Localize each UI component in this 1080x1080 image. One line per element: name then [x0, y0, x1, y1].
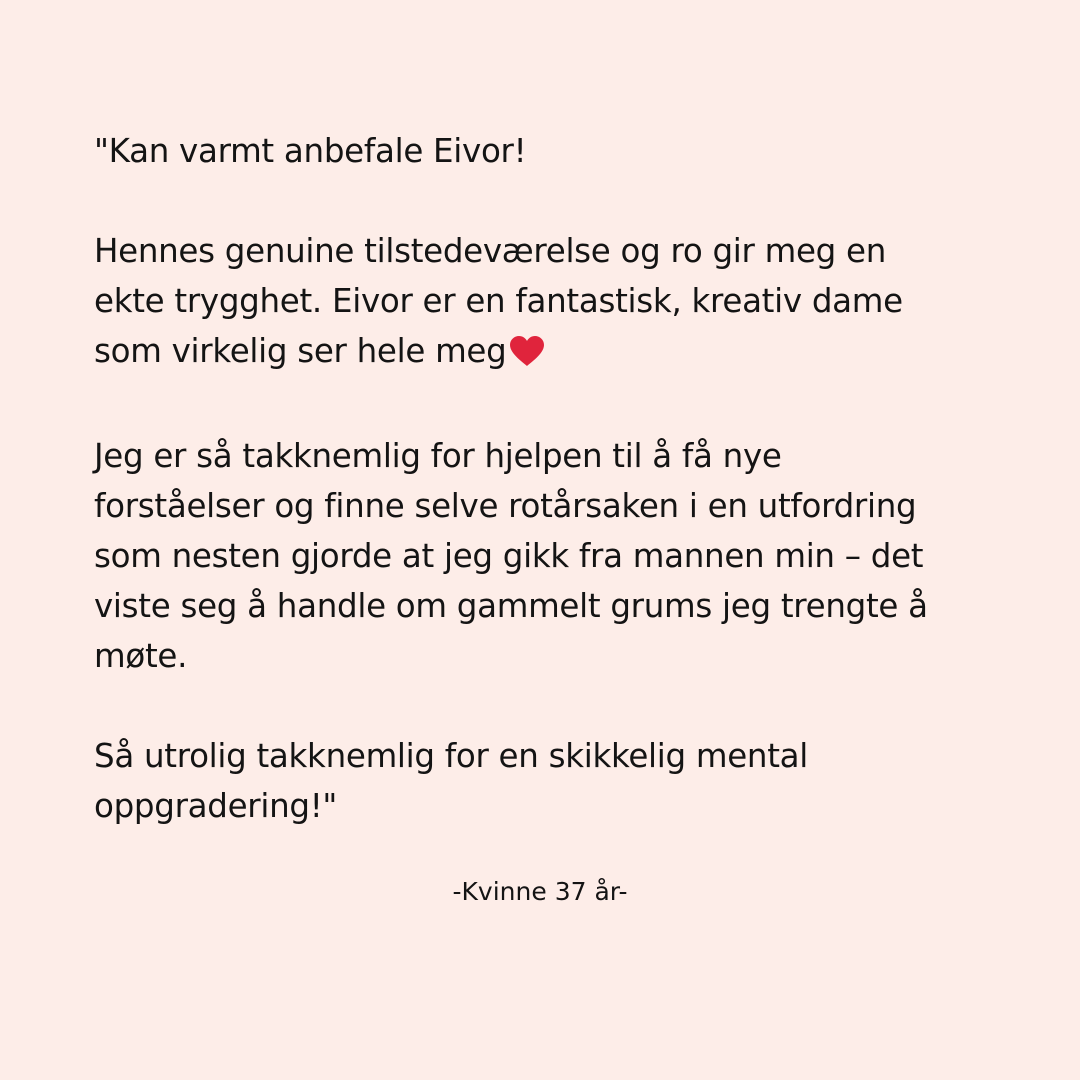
quote-line: forståelser og finne selve rotårsaken i en utfordring	[94, 487, 917, 525]
quote-paragraph	[94, 226, 994, 381]
quote-line: Jeg er så takknemlig for hjelpen til å få nye	[94, 437, 782, 475]
quote-paragraph	[94, 126, 994, 176]
attribution: -Kvinne 37 år-	[452, 877, 628, 906]
quote-line: møte.	[94, 637, 188, 675]
quote-line-text: som virkelig ser hele meg	[94, 332, 507, 370]
testimonial-quote	[94, 126, 994, 831]
quote-line: Hennes genuine tilstedeværelse og ro gir meg en	[94, 232, 887, 270]
heart-icon	[508, 331, 546, 381]
quote-line: oppgradering!"	[94, 787, 338, 825]
quote-line: ekte trygghet. Eivor er en fantastisk, kreativ dame	[94, 282, 903, 320]
quote-line: som nesten gjorde at jeg gikk fra mannen min – det	[94, 537, 924, 575]
quote-line: viste seg å handle om gammelt grums jeg trengte å	[94, 587, 928, 625]
quote-line-with-heart	[94, 326, 994, 381]
quote-paragraph	[94, 431, 994, 681]
quote-paragraph	[94, 731, 994, 831]
quote-line: "Kan varmt anbefale Eivor!	[94, 132, 527, 170]
quote-line: Så utrolig takknemlig for en skikkelig mental	[94, 737, 809, 775]
